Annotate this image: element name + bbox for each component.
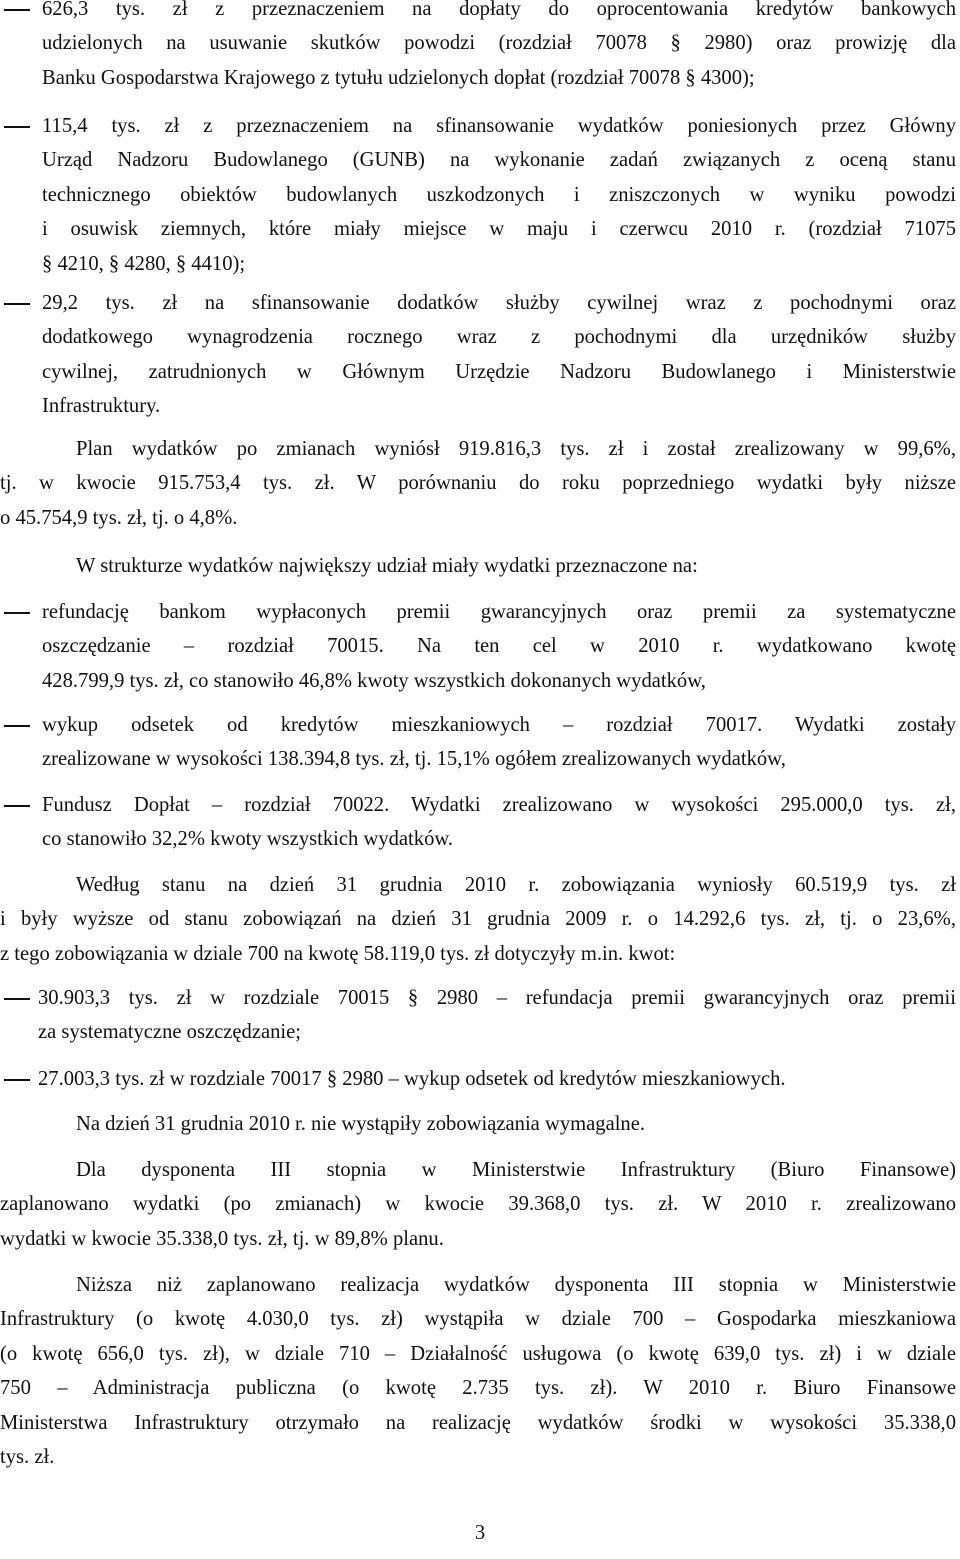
bullet-item-3 [0,286,960,424]
text-line: o 45.754,9 tys. zł, tj. o 4,8%. [0,506,238,529]
paragraph-plan [0,432,960,535]
text-line: Plan wydatków po zmianach wyniósł 919.816,3 tys. zł i został zrealizowany w 99,6%, [76,438,956,460]
text-line: 29,2 tys. zł na sfinansowanie dodatków służby cywilnej wraz z pochodnymi oraz [42,292,956,314]
text-line: § 4210, § 4280, § 4410); [42,252,246,275]
text-line: Dla dysponenta III stopnia w Ministerstwie Infrastruktury (Biuro Finansowe) [76,1159,956,1181]
bullet-item-4 [0,595,960,698]
text-line: 30.903,3 tys. zł w rozdziale 70015 § 2980 – refundacja premii gwarancyjnych oraz premii [38,987,956,1009]
text-line: wydatki w kwocie 35.338,0 tys. zł, tj. w 89,8% planu. [0,1227,444,1250]
text-line: 115,4 tys. zł z przeznaczeniem na sfinansowanie wydatków poniesionych przez Główny [42,115,956,137]
dash-bullet-icon [4,725,30,727]
text-line: udzielonych na usuwanie skutków powodzi (rozdział 70078 § 2980) oraz prowizję dla [42,32,956,55]
text-line: 428.799,9 tys. zł, co stanowiło 46,8% kwoty wszystkich dokonanych wydatków, [42,669,706,692]
dash-bullet-icon [4,805,30,807]
dash-bullet-icon [4,998,30,1000]
text-line: z tego zobowiązania w dziale 700 na kwotę 58.119,0 tys. zł dotyczyły m.in. kwot: [0,942,676,965]
text-line: cywilnej, zatrudnionych w Głównym Urzędzie Nadzoru Budowlanego i Ministerstwie [42,360,956,383]
text-line: Urząd Nadzoru Budowlanego (GUNB) na wykonanie zadań związanych z oceną stanu [42,149,956,172]
text-line: tys. zł. [0,1445,55,1468]
text-line: dodatkowego wynagrodzenia rocznego wraz z pochodnymi dla urzędników służby [42,326,956,349]
text-line: Ministerstwa Infrastruktury otrzymało na realizację wydatków środki w wysokości 35.338,0 [0,1411,956,1434]
paragraph-disposer [0,1153,960,1256]
text-line: (o kwotę 656,0 tys. zł), w dziale 710 – Działalność usługowa (o kwotę 639,0 tys. zł) i w dziale [0,1342,956,1365]
bullet-item-5 [0,708,960,777]
text-line: technicznego obiektów budowlanych uszkodzonych i zniszczonych w wyniku powodzi [42,183,956,206]
text-line: za systematyczne oszczędzanie; [38,1021,301,1044]
text-line: zrealizowane w wysokości 138.394,8 tys. zł, tj. 15,1% ogółem zrealizowanych wydatków, [42,748,786,771]
text-line: co stanowiło 32,2% kwoty wszystkich wydatków. [42,828,454,851]
text-line: Według stanu na dzień 31 grudnia 2010 r. zobowiązania wyniosły 60.519,9 tys. zł [76,874,956,896]
text-line: refundację bankom wypłaconych premii gwarancyjnych oraz premii za systematyczne [42,601,956,623]
text-line: oszczędzanie – rozdział 70015. Na ten cel w 2010 r. wydatkowano kwotę [42,635,956,658]
bullet-item-6 [0,788,960,857]
dash-bullet-icon [4,126,30,128]
paragraph-lower-execution [0,1268,960,1474]
bullet-item-2 [0,109,960,281]
dash-bullet-icon [4,9,30,11]
text-line: 626,3 tys. zł z przeznaczeniem na dopłaty do oprocentowania kredytów bankowych [42,0,956,20]
paragraph-structure [0,549,960,583]
text-line: wykup odsetek od kredytów mieszkaniowych – rozdział 70017. Wydatki zostały [42,714,956,736]
text-line: 750 – Administracja publiczna (o kwotę 2.735 tys. zł). W 2010 r. Biuro Finansowe [0,1377,956,1400]
bullet-item-8 [0,1062,960,1096]
bullet-item-1 [0,0,960,95]
dash-bullet-icon [4,303,30,305]
paragraph-no-overdue [0,1107,960,1141]
text-line: i osuwisk ziemnych, które miały miejsce w maju i czerwcu 2010 r. (rozdział 71075 [42,218,956,241]
text-line: Banku Gospodarstwa Krajowego z tytułu udzielonych dopłat (rozdział 70078 § 4300); [42,66,755,89]
dash-bullet-icon [4,1079,30,1081]
text-line: Na dzień 31 grudnia 2010 r. nie wystąpiły zobowiązania wymagalne. [76,1113,646,1135]
text-line: Fundusz Dopłat – rozdział 70022. Wydatki zrealizowano w wysokości 295.000,0 tys. zł, [42,794,956,816]
text-line: Niższa niż zaplanowano realizacja wydatków dysponenta III stopnia w Ministerstwie [76,1274,956,1296]
text-line: W strukturze wydatków największy udział miały wydatki przeznaczone na: [76,555,698,577]
bullet-item-7 [0,981,960,1050]
paragraph-liabilities [0,868,960,971]
text-line: Infrastruktury. [42,395,161,418]
text-line: 27.003,3 tys. zł w rozdziale 70017 § 2980 – wykup odsetek od kredytów mieszkaniowych. [38,1068,786,1090]
dash-bullet-icon [4,612,30,614]
text-line: i były wyższe od stanu zobowiązań na dzień 31 grudnia 2009 r. o 14.292,6 tys. zł, tj. o 23,6%, [0,908,956,931]
text-line: zaplanowano wydatki (po zmianach) w kwocie 39.368,0 tys. zł. W 2010 r. zrealizowano [0,1193,956,1216]
text-line: tj. w kwocie 915.753,4 tys. zł. W porównaniu do roku poprzedniego wydatki były niższe [0,472,956,495]
text-line: Infrastruktury (o kwotę 4.030,0 tys. zł) wystąpiła w dziale 700 – Gospodarka mieszkaniowa [0,1308,956,1331]
page-number: 3 [474,1522,486,1544]
